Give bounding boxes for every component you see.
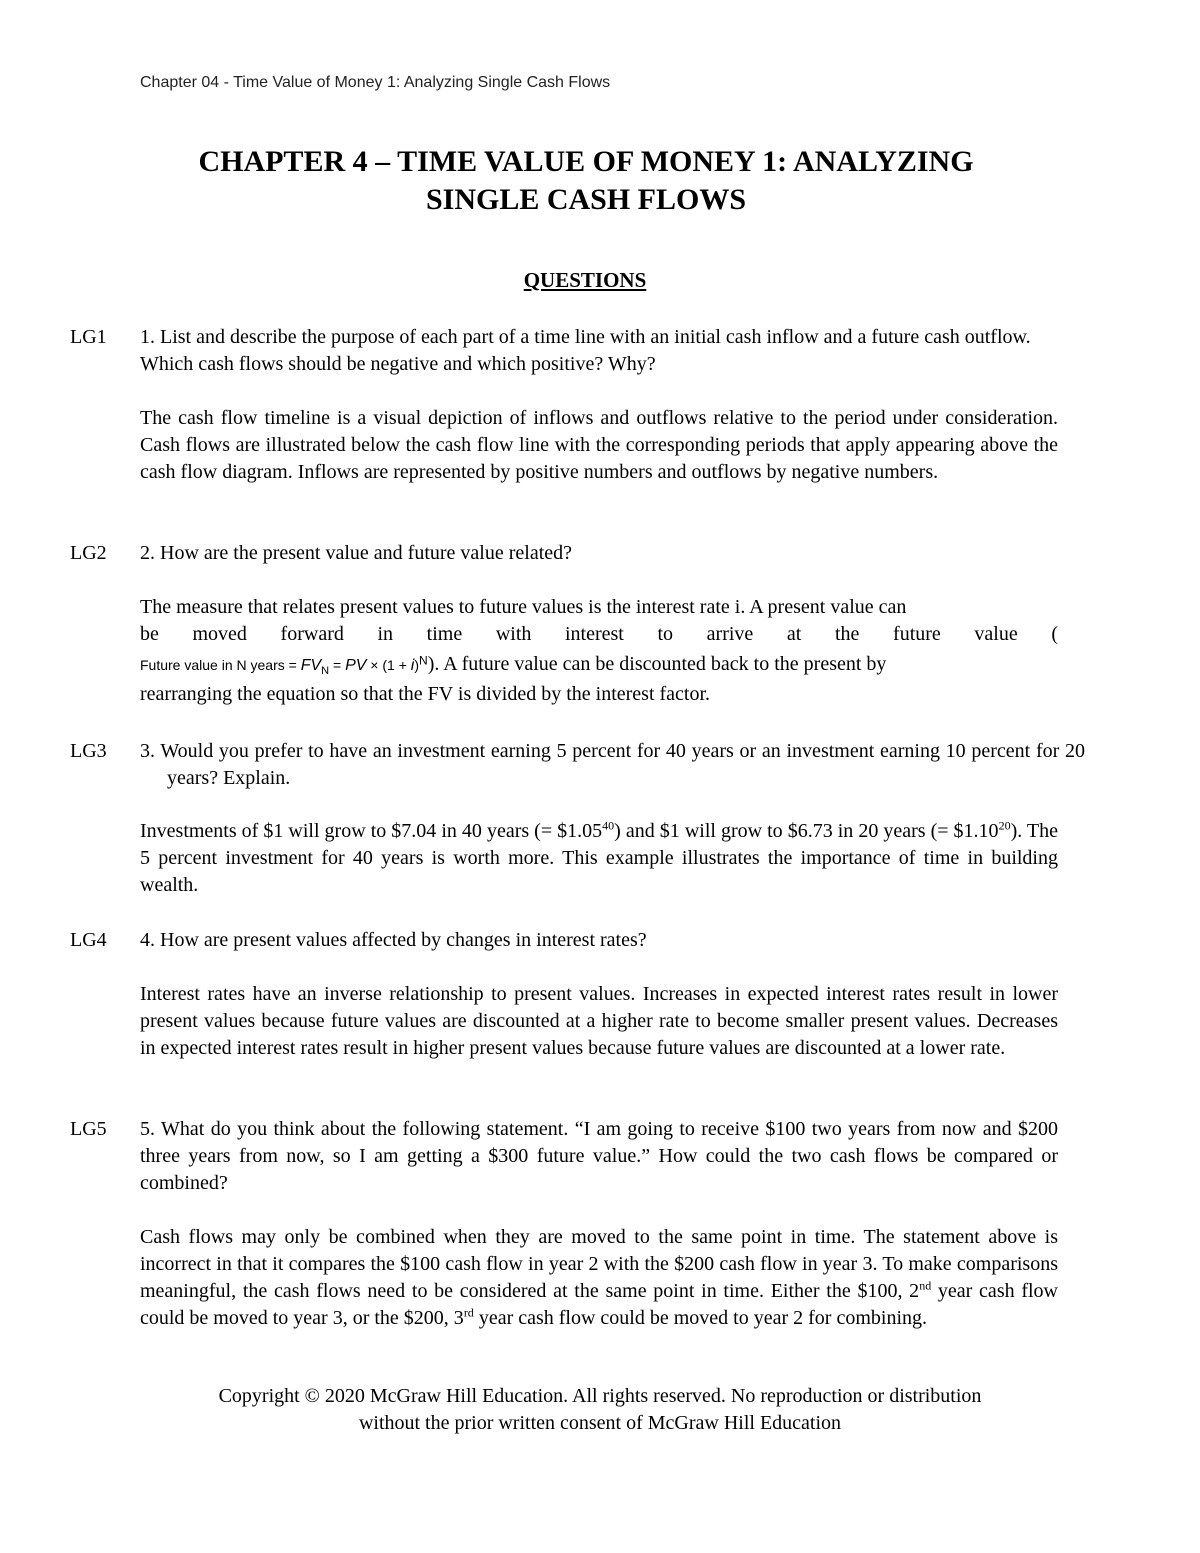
answer-2-text <box>140 594 1058 708</box>
answer-2-formula-line: Future value in N years = $FV_N$ = PV × $(1 + i)^N$). A future value can be discounted back to the present by <box>140 653 887 677</box>
answer-4-text: Interest rates have an inverse relationship to present values. Increases in expected interest rates result in lower present values because future values are discounted at a higher rate to become smaller present values. Decreases in expected interest rates result in higher present values because future values are discounted at a lower rate. <box>140 983 1058 1059</box>
answer-1-text: The cash flow timeline is a visual depiction of inflows and outflows relative to the period under consideration. Cash flows are illustrated below the cash flow line with the corresponding periods that apply appearing above the cash flow diagram. Inflows are represented by positive numbers and outflows by negative numbers. <box>140 407 1058 483</box>
question-4-text: 4. How are present values affected by changes in interest rates? <box>140 929 647 951</box>
chapter-title-line-2: SINGLE CASH FLOWS <box>425 183 747 216</box>
running-header: Chapter 04 - Time Value of Money 1: Analyzing Single Cash Flows <box>140 74 611 91</box>
learning-goal-label: LG5 <box>70 1118 107 1140</box>
question-5-text: 5. What do you think about the following statement. “I am going to receive $100 two years from now and $200 three years from now, so I am getting a $300 future value.” How could the two cash flows be compared or combined? <box>140 1118 1058 1194</box>
answer-2-line-2: be moved forward in time with interest to arrive at the future value ( <box>140 623 1058 645</box>
question-3-text: 3. Would you prefer to have an investment earning 5 percent for 40 years or an investment earning 10 percent for 20 years? Explain. <box>140 740 1085 789</box>
answer-5-text: Cash flows may only be combined when they are moved to the same point in time. The statement above is incorrect in that it compares the $100 cash flow in year 2 with the $200 cash flow in year 3. To make comparisons meaningful, the cash flows need to be considered at the same point in time. Either the $100, 2nd year cash flow could be moved to year 3, or the $200, 3rd year cash flow could be moved to year 2 for combining. <box>140 1226 1058 1329</box>
chapter-title <box>0 143 1172 219</box>
copyright-notice <box>0 1383 1200 1437</box>
learning-goal-label: LG4 <box>70 929 107 951</box>
chapter-title-line-1: CHAPTER 4 – TIME VALUE OF MONEY 1: ANALYZING <box>198 145 974 178</box>
copyright-line-2: without the prior written consent of McGraw Hill Education <box>358 1412 842 1434</box>
copyright-line-1: Copyright © 2020 McGraw Hill Education. All rights reserved. No reproduction or distribution <box>218 1385 982 1407</box>
learning-goal-label: LG3 <box>70 740 107 762</box>
answer-3-text: Investments of $1 will grow to $7.04 in 40 years (= $\$1.05^{40}$) and $1 will grow to $6.73 in 20 years (= $\$1.10^{20}$). The 5 percent investment for 40 years is worth more. This example illustrates the importance of time in building wealth. <box>140 818 1058 896</box>
questions-heading: QUESTIONS <box>523 268 647 292</box>
question-2-text: 2. How are the present value and future value related? <box>140 542 573 564</box>
learning-goal-label: LG2 <box>70 542 107 564</box>
question-1-text: 1. List and describe the purpose of each part of a time line with an initial cash inflow and a future cash outflow. Which cash flows should be negative and which positive? Why? <box>140 326 1031 375</box>
answer-2-line-4: rearranging the equation so that the FV is divided by the interest factor. <box>140 683 711 705</box>
learning-goal-label: LG1 <box>70 326 107 348</box>
answer-2-line-1: The measure that relates present values to future values is the interest rate i. A present value can <box>140 596 907 618</box>
future-value-formula: Future value in N years = $FV_N$ = PV × $(1 + i)^N$ <box>140 653 428 677</box>
